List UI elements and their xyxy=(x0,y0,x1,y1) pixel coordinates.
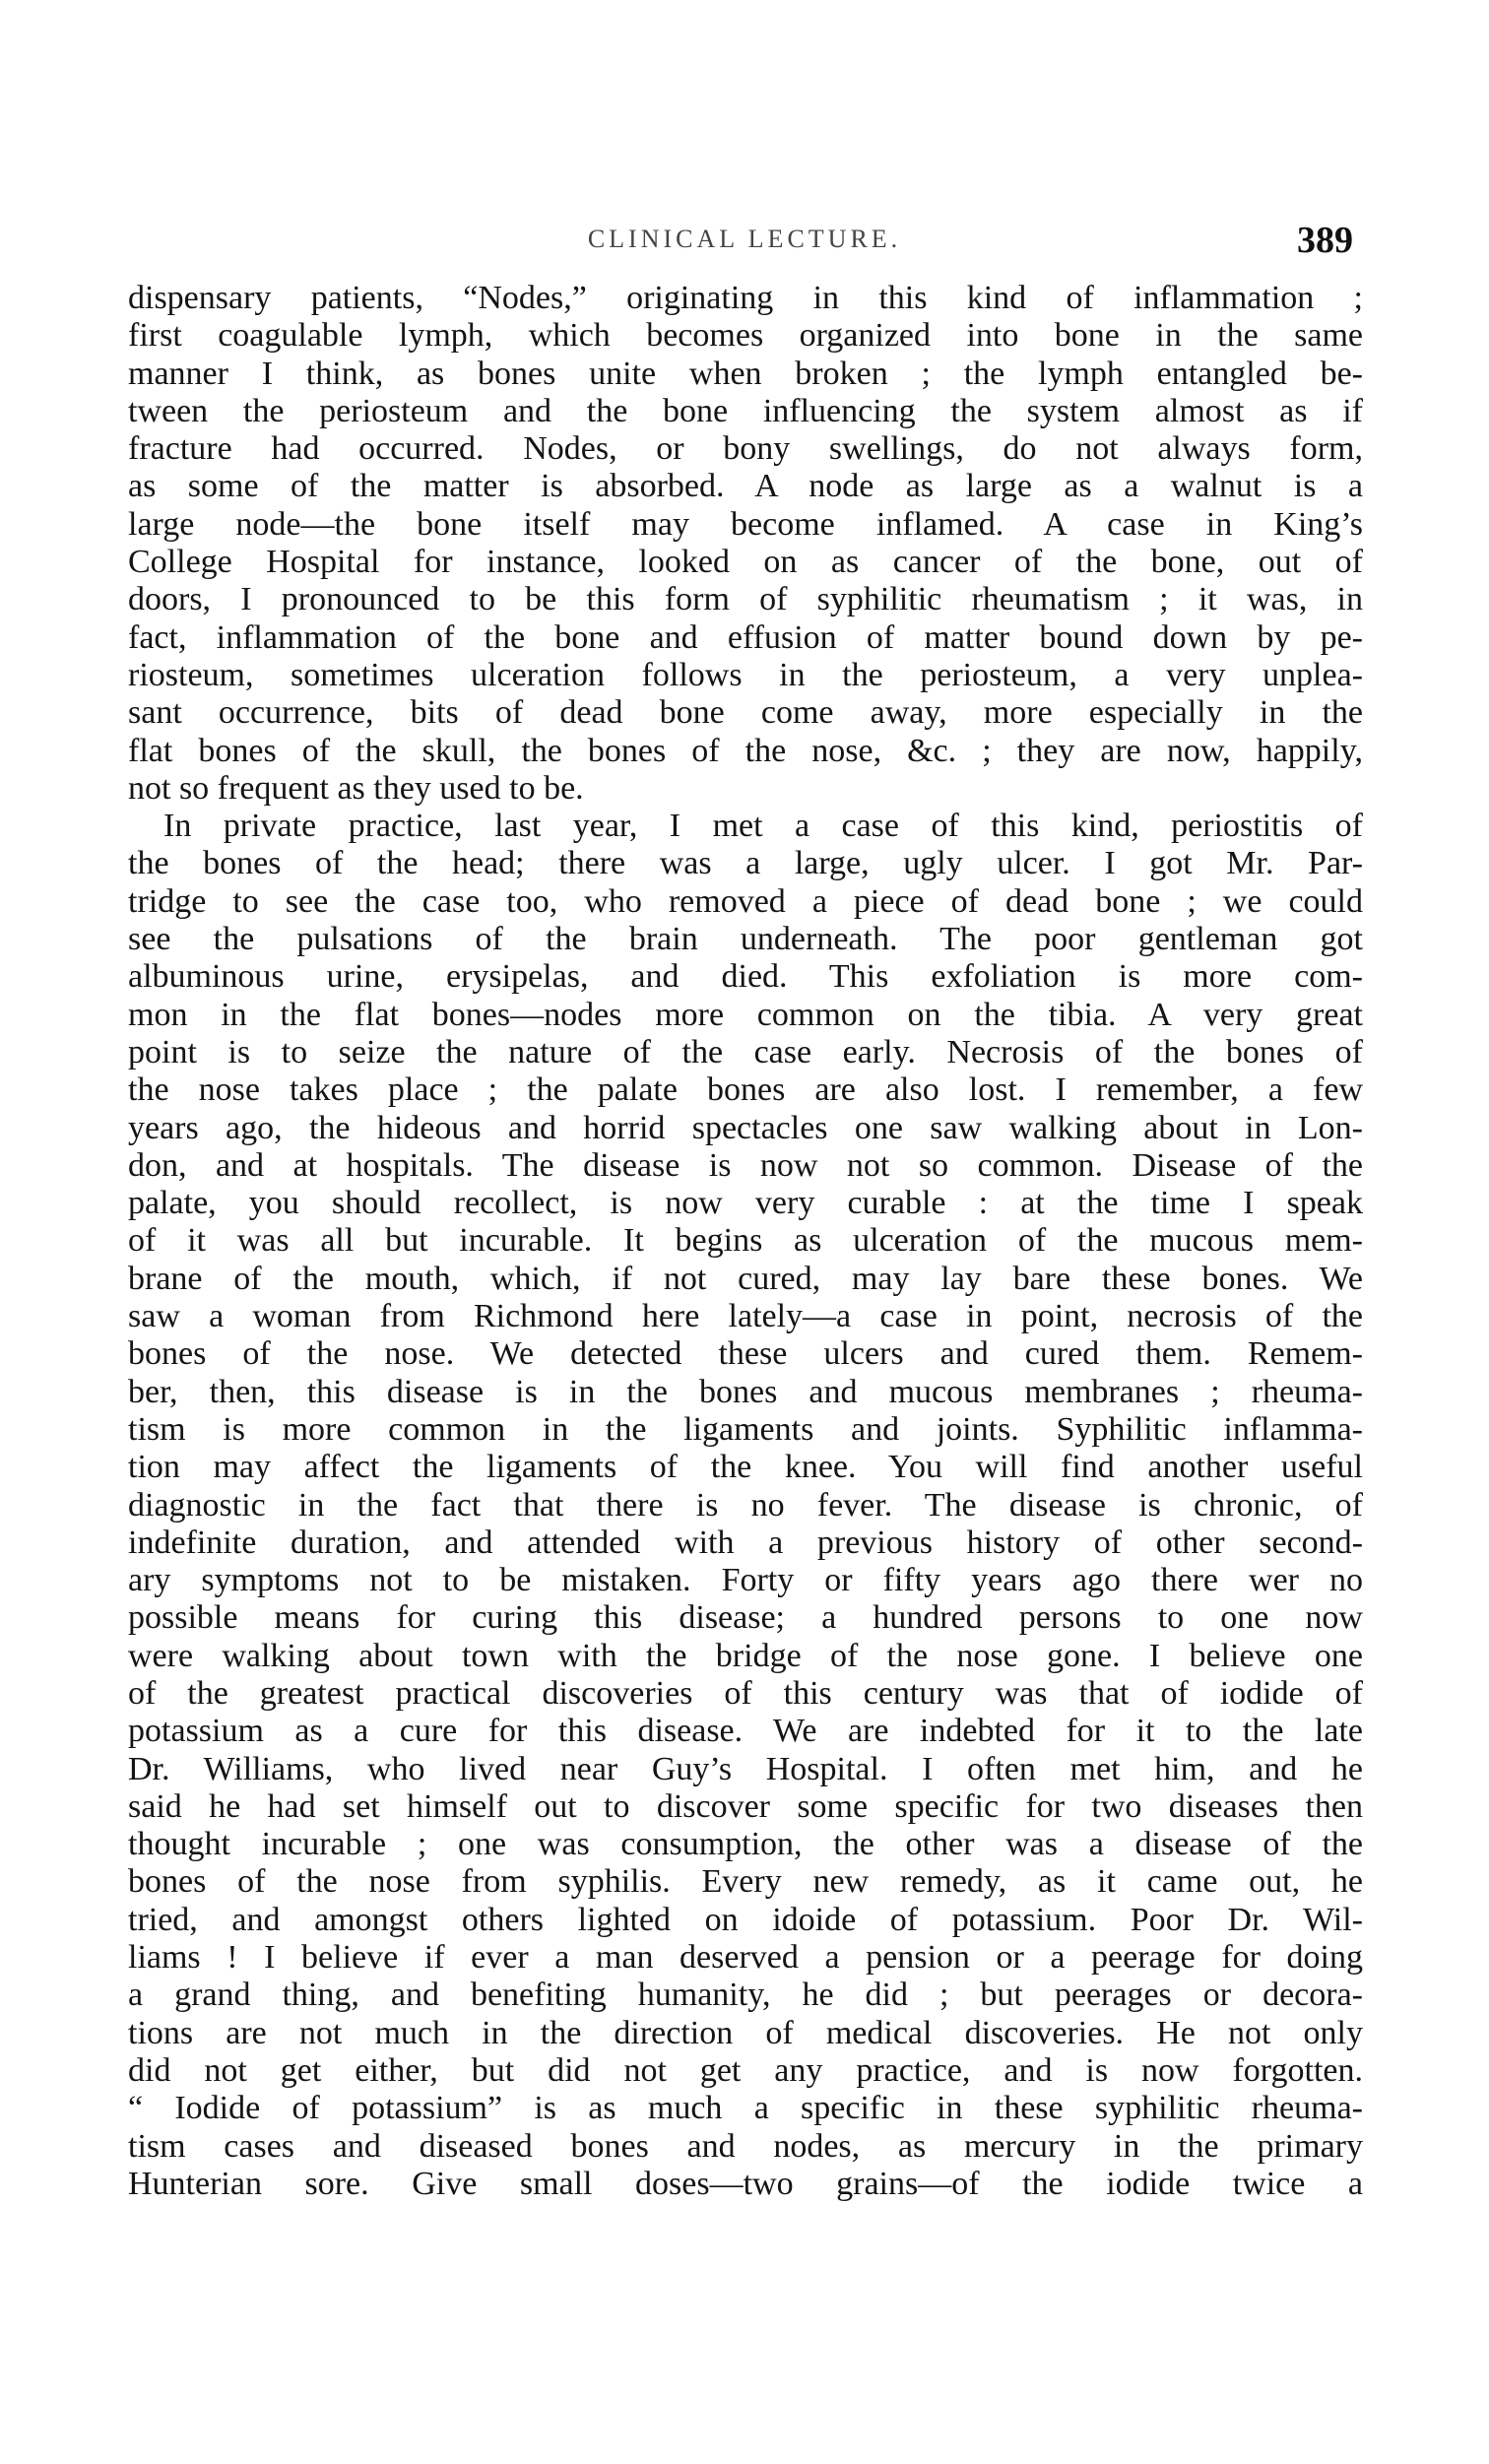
text-line: palate, you should recollect, is now very curable : at the time I speak xyxy=(128,1185,1363,1222)
text-line: don, and at hospitals. The disease is now not so common. Disease of the xyxy=(128,1146,1363,1184)
text-line: tried, and amongst others lighted on idoide of potassium. Poor Dr. Wil- xyxy=(128,1901,1363,1938)
text-line: tism is more common in the ligaments and joints. Syphilitic inflamma- xyxy=(128,1410,1363,1448)
text-line: of it was all but incurable. It begins as ulceration of the mucous mem- xyxy=(128,1222,1363,1260)
text-line: sant occurrence, bits of dead bone come away, more especially in the xyxy=(128,694,1363,732)
running-title: CLINICAL LECTURE. xyxy=(587,225,902,253)
text-line: tween the periosteum and the bone influencing the system almost as if xyxy=(128,392,1363,429)
text-line: as some of the matter is absorbed. A node as large as a walnut is a xyxy=(128,468,1363,505)
body-text xyxy=(128,280,1363,2203)
text-line: saw a woman from Richmond here lately—a case in point, necrosis of the xyxy=(128,1298,1363,1335)
running-head xyxy=(0,220,1489,264)
text-line: fact, inflammation of the bone and effusion of matter bound down by pe- xyxy=(128,618,1363,656)
text-line: doors, I pronounced to be this form of syphilitic rheumatism ; it was, in xyxy=(128,581,1363,618)
text-line: mon in the flat bones—nodes more common on the tibia. A very great xyxy=(128,996,1363,1033)
text-line: were walking about town with the bridge of the nose gone. I believe one xyxy=(128,1637,1363,1674)
text-line: flat bones of the skull, the bones of the nose, &c. ; they are now, happily, xyxy=(128,732,1363,769)
text-line: ber, then, this disease is in the bones and mucous membranes ; rheuma- xyxy=(128,1373,1363,1410)
text-line: years ago, the hideous and horrid spectacles one saw walking about in Lon- xyxy=(128,1109,1363,1146)
text-line: the bones of the head; there was a large, ugly ulcer. I got Mr. Par- xyxy=(128,845,1363,882)
text-line: tion may affect the ligaments of the knee. You will find another useful xyxy=(128,1449,1363,1486)
text-line: said he had set himself out to discover some specific for two diseases then xyxy=(128,1787,1363,1825)
text-line: tridge to see the case too, who removed a piece of dead bone ; we could xyxy=(128,882,1363,920)
text-line: ary symptoms not to be mistaken. Forty or fifty years ago there wer no xyxy=(128,1562,1363,1599)
text-line: fracture had occurred. Nodes, or bony swellings, do not always form, xyxy=(128,430,1363,468)
text-line: did not get either, but did not get any practice, and is now forgotten. xyxy=(128,2051,1363,2089)
text-line: thought incurable ; one was consumption, the other was a disease of the xyxy=(128,1826,1363,1863)
text-line: possible means for curing this disease; a hundred persons to one now xyxy=(128,1599,1363,1637)
text-line: dispensary patients, “Nodes,” originating in this kind of inflammation ; xyxy=(128,280,1363,316)
text-line: “ Iodide of potassium” is as much a specific in these syphilitic rheuma- xyxy=(128,2090,1363,2127)
text-line: not so frequent as they used to be. xyxy=(128,769,584,807)
text-line: see the pulsations of the brain underneath. The poor gentleman got xyxy=(128,921,1363,958)
text-line: of the greatest practical discoveries of this century was that of iodide of xyxy=(128,1674,1363,1712)
text-line: point is to seize the nature of the case early. Necrosis of the bones of xyxy=(128,1033,1363,1070)
text-line: tions are not much in the direction of medical discoveries. He not only xyxy=(128,2014,1363,2051)
text-line: manner I think, as bones unite when broken ; the lymph entangled be- xyxy=(128,355,1363,392)
text-line: brane of the mouth, which, if not cured, may lay bare these bones. We xyxy=(128,1260,1363,1297)
text-line: albuminous urine, erysipelas, and died. This exfoliation is more com- xyxy=(128,958,1363,996)
text-line: tism cases and diseased bones and nodes, as mercury in the primary xyxy=(128,2127,1363,2165)
page-number: 389 xyxy=(1297,220,1353,261)
text-line: the nose takes place ; the palate bones are also lost. I remember, a few xyxy=(128,1071,1363,1109)
text-line: bones of the nose from syphilis. Every new remedy, as it came out, he xyxy=(128,1863,1363,1901)
text-line: potassium as a cure for this disease. We are indebted for it to the late xyxy=(128,1713,1363,1750)
text-line: Dr. Williams, who lived near Guy’s Hospital. I often met him, and he xyxy=(128,1750,1363,1787)
text-line: first coagulable lymph, which becomes organized into bone in the same xyxy=(128,317,1363,355)
text-line: Hunterian sore. Give small doses—two grains—of the iodide twice a xyxy=(128,2165,1363,2202)
text-line: bones of the nose. We detected these ulcers and cured them. Remem- xyxy=(128,1335,1363,1373)
text-line: liams ! I believe if ever a man deserved a pension or a peerage for doing xyxy=(128,1939,1363,1977)
text-line: diagnostic in the fact that there is no fever. The disease is chronic, of xyxy=(128,1486,1363,1524)
text-line: indefinite duration, and attended with a previous history of other second- xyxy=(128,1524,1363,1561)
text-line: College Hospital for instance, looked on as cancer of the bone, out of xyxy=(128,544,1363,581)
text-line: large node—the bone itself may become inflamed. A case in King’s xyxy=(128,505,1363,543)
text-line: riosteum, sometimes ulceration follows in the periosteum, a very unplea- xyxy=(128,656,1363,693)
text-line: In private practice, last year, I met a case of this kind, periostitis of xyxy=(163,808,1363,845)
text-line: a grand thing, and benefiting humanity, he did ; but peerages or decora- xyxy=(128,1977,1363,2014)
